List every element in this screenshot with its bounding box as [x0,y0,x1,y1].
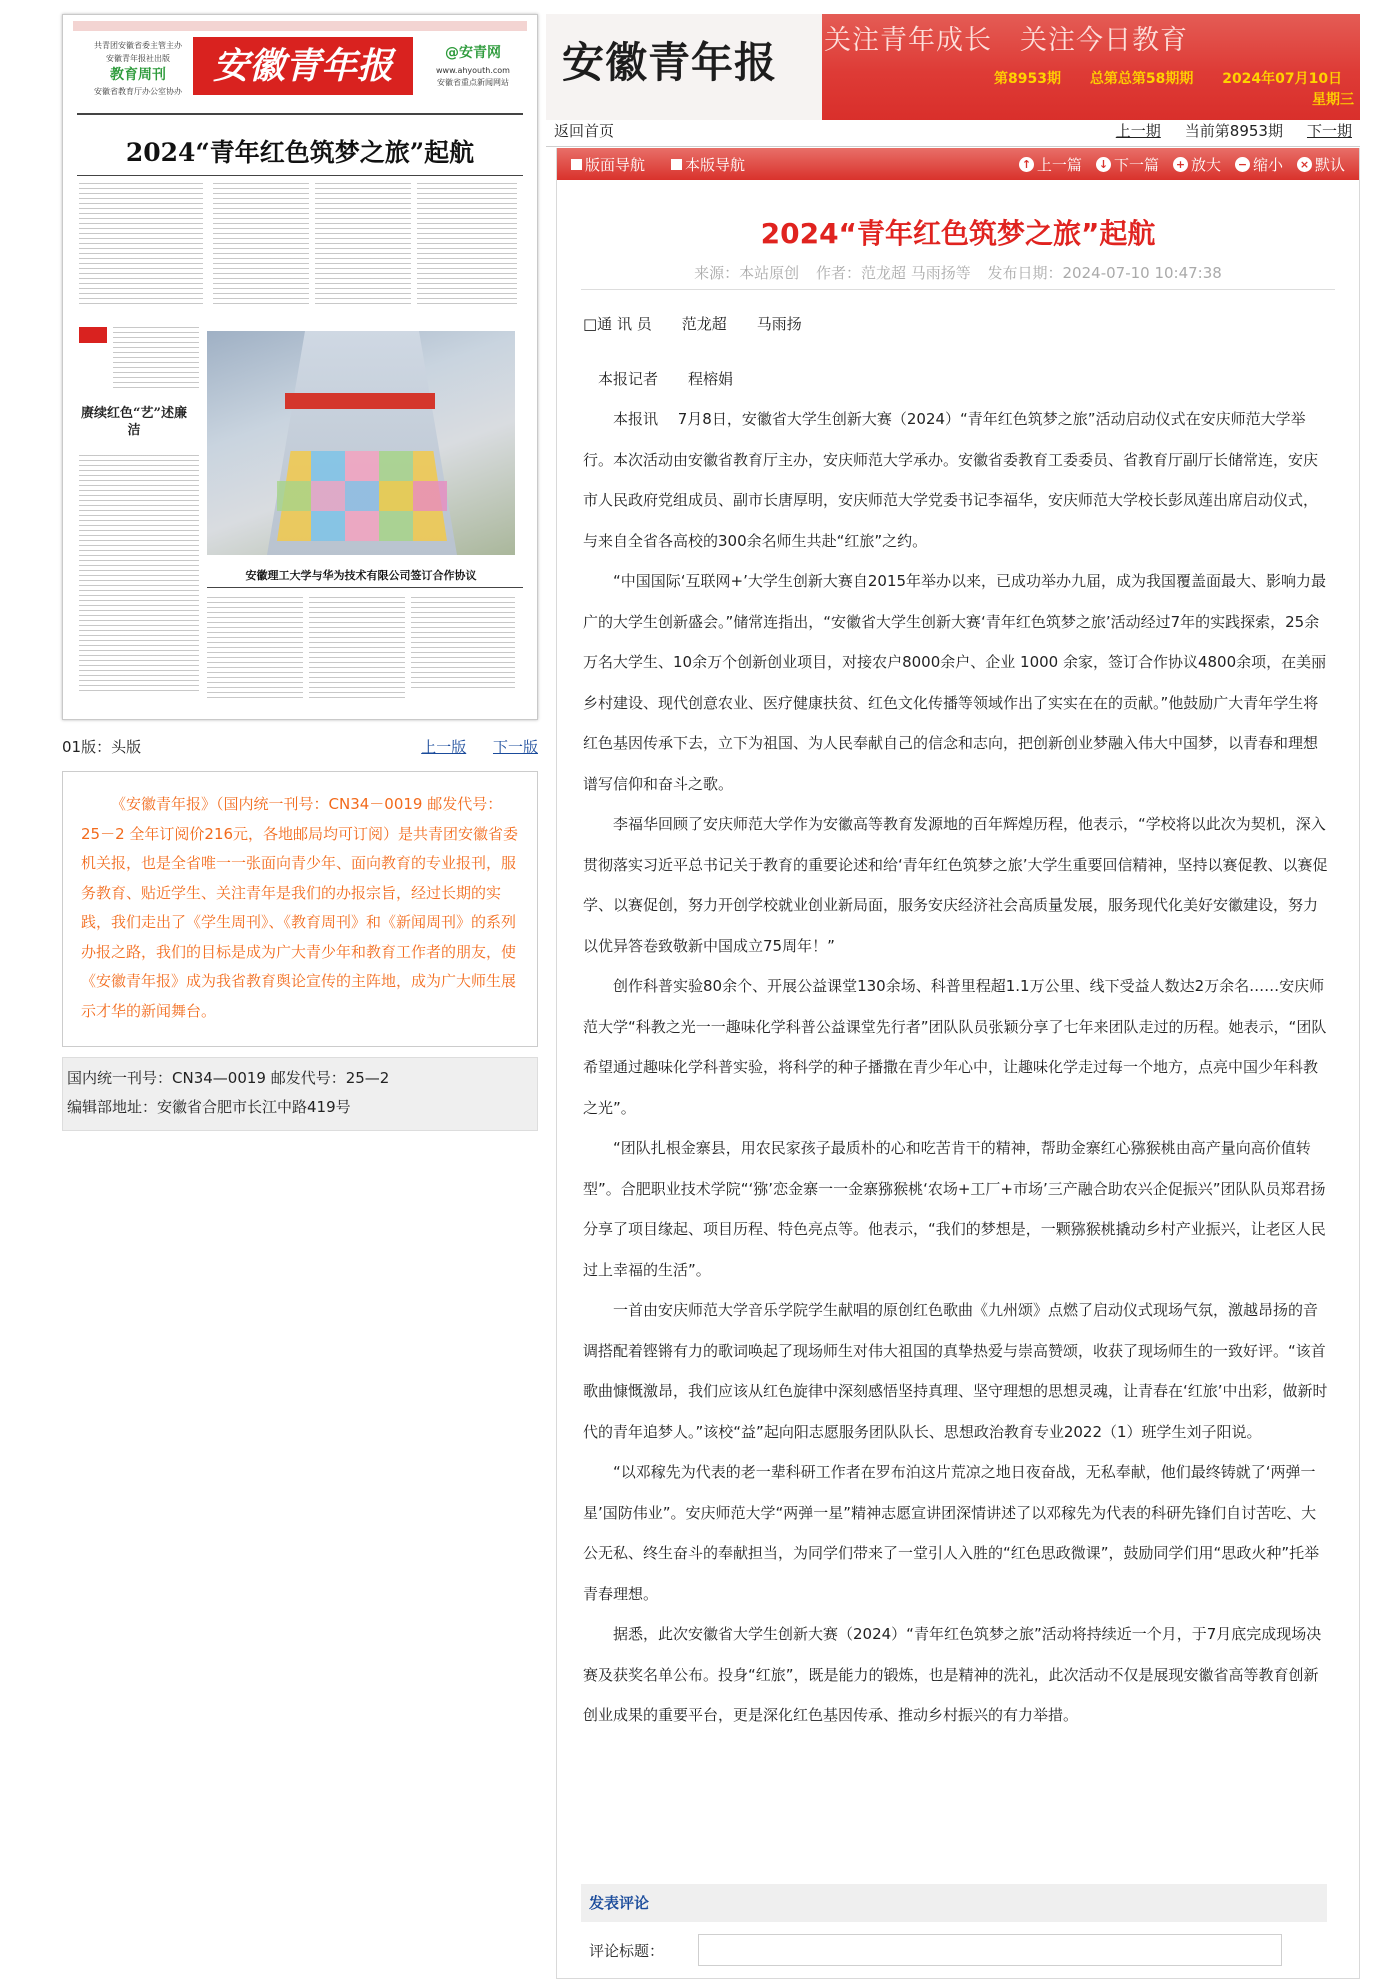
prev-issue-link[interactable]: 上一期 [1115,122,1161,140]
newspaper-info [62,1057,538,1131]
comment-title-input[interactable] [698,1934,1282,1966]
site-slogan: 关注青年成长 关注今日教育 [824,25,1188,56]
thumbnail-masthead-logo: 安徽青年报 [193,37,413,95]
thumbnail-text-column [113,327,199,391]
zoom-out-label: 缩小 [1252,156,1283,174]
thumbnail-web-url: www.ahyouth.com [436,66,510,75]
comment-title-row [581,1934,1327,1966]
current-page-label: 01版：头版 [62,738,142,756]
page-navigation [62,736,538,757]
thumbnail-masthead-left-line2: 安徽青年报社出版 [106,54,170,63]
prev-article-label: 上一篇 [1036,156,1082,174]
thumbnail-text-column [411,597,515,691]
thumbnail-text-column [79,183,203,307]
thumbnail-text-column [417,183,517,307]
comment-title-label: 评论标题： [589,1941,665,1960]
zoom-in-button[interactable] [1173,154,1221,175]
article-body [583,304,1329,1736]
issue-info [994,68,1366,88]
plus-icon: + [1173,157,1188,172]
publication-number: 国内统一刊号：CN34—0019 邮发代号：25—2 [67,1069,390,1087]
editorial-address: 编辑部地址：安徽省合肥市长江中路419号 [67,1098,351,1116]
issue-date: 2024年07月10日 [1222,71,1343,87]
photo-ground-grid [277,481,447,511]
current-issue-label: 当前第8953期 [1184,122,1283,140]
thumbnail-photo [207,331,515,555]
article-title: 2024“青年红色筑梦之旅”起航 [760,217,1156,250]
this-page-nav-label: 本版导航 [685,156,746,174]
thumbnail-rule-2 [77,175,523,176]
comment-heading: 发表评论 [581,1884,1327,1922]
page-nav-links [399,736,538,757]
next-article-label: 下一篇 [1113,156,1159,174]
home-link[interactable]: 返回首页 [554,122,615,140]
arrow-down-icon: ↓ [1096,157,1111,172]
next-article-button[interactable] [1096,154,1159,175]
thumbnail-headline: 2024“青年红色筑梦之旅”起航 [125,138,475,167]
thumbnail-masthead-left [83,39,193,98]
article-byline: □通 讯 员 范龙超 马雨扬 [583,315,802,333]
article-paragraph: “中国国际‘互联网+’大学生创新大赛自2015年举办以来，已成功举办九届，成为我国覆盖面最大、影响力最广的大学生创新盛会。”储常连指出，“安徽省大学生创新大赛‘青年红色筑梦之旅’活动经过7年的实践探索，25余万名大学生、10余万个创新创业项目，对接农户8000余户、企业 1000 余家，签订合作协议4800余项，在美丽乡村建设、现代创意农业、医疗健康扶贫、红色文化传播等领域作出了实实在在的贡献。”他鼓励广大青年学生将红色基因传承下去，立下为祖国、为人民奉献自己的信念和志向，把创新创业梦融入伟大中国梦，以青春和理想谱写信仰和奋斗之歌。 [583,572,1327,793]
thumbnail-masthead-left-line1: 共青团安徽省委主管主办 [94,41,182,50]
default-size-label: 默认 [1314,156,1345,174]
article-source: 来源：本站原创 [694,264,800,282]
page-nav-label: 版面导航 [585,156,646,174]
thumbnail-rule-3 [207,587,523,588]
article-paragraph: 创作科普实验80余个、开展公益课堂130余场、科普里程超1.1万公里、线下受益人数达2万余名……安庆师范大学“科教之光一一趣味化学科普公益课堂先行者”团队队员张颖分享了七年来团队走过的历程。她表示，“团队希望通过趣味化学科普实验，将科学的种子播撒在青少年心中，让趣味化学走过每一个地方，点亮中国少年科教之光”。 [583,977,1327,1117]
prev-article-button[interactable] [1019,154,1082,175]
issue-number: 第8953期 [994,71,1061,87]
thumbnail-text-column [79,455,199,695]
article-paragraph: 一首由安庆师范大学音乐学院学生献唱的原创红色歌曲《九州颂》点燃了启动仪式现场气氛，激越昂扬的音调搭配着铿锵有力的歌词唤起了现场师生对伟大祖国的真挚热爱与崇高赞颂，收获了现场师生的一致好评。“该首歌曲慷慨激昂，我们应该从红色旋律中深刻感悟坚持真理、坚守理想的思想灵魂，让青春在‘红旅’中出彩，做新时代的青年追梦人。”该校“益”起向阳志愿服务团队队长、思想政治教育专业2022（1）班学生刘子阳说。 [583,1301,1328,1441]
article-paragraph: “以邓稼先为代表的老一辈科研工作者在罗布泊这片荒凉之地日夜奋战，无私奉献，他们最终铸就了‘两弹一星’国防伟业”。安庆师范大学“两弹一星”精神志愿宣讲团深情讲述了以邓稼先为代表的科研先锋们自讨苦吃、大公无私、终生奋斗的奉献担当，为同学们带来了一堂引人入胜的“红色思政微课”，鼓励同学们用“思政火种”托举青春理想。 [583,1463,1320,1603]
arrow-up-icon: ↑ [1019,157,1034,172]
thumbnail-text-column [207,597,303,701]
article-paragraph: “团队扎根金寨县，用农民家孩子最质朴的心和吃苦肯干的精神，帮助金寨红心猕猴桃由高产量向高价值转型”。合肥职业技术学院“‘猕’恋金寨一一金寨猕猴桃‘农场+工厂+市场’三产融合助农兴企促振兴”团队队员郑君扬分享了项目缘起、项目历程、特色亮点等。他表示，“我们的梦想是，一颗猕猴桃撬动乡村产业振兴，让老区人民过上幸福的生活”。 [583,1139,1326,1279]
comment-section [581,1884,1327,1966]
photo-banner-shape [285,393,435,409]
zoom-out-button[interactable] [1235,154,1283,175]
newspaper-page-thumbnail[interactable] [62,14,538,720]
thumbnail-photo-caption: 安徽理工大学与华为技术有限公司签订合作协议 [245,569,477,582]
issue-nav-right [1116,120,1352,141]
thumbnail-weekly-label: 教育周刊 [110,67,166,83]
article-panel [556,148,1360,1979]
article-reporter: 本报记者 程榕娟 [598,369,734,388]
checkbox-icon [571,159,582,170]
zoom-in-label: 放大 [1190,156,1221,174]
default-size-button[interactable] [1297,154,1345,175]
total-issue-number: 总第总第58期期 [1089,71,1194,87]
thumbnail-section-tag [79,327,107,343]
thumbnail-text-column [315,183,411,307]
next-issue-link[interactable]: 下一期 [1306,122,1352,140]
issue-weekday: 星期三 [1312,92,1354,108]
this-page-nav-button[interactable] [671,154,745,175]
minus-icon: − [1235,157,1250,172]
thumbnail-top-strip [73,21,527,31]
site-logo[interactable] [546,14,822,120]
next-page-link[interactable]: 下一版 [492,738,538,756]
prev-page-link[interactable]: 上一版 [421,738,467,756]
article-published: 发布日期：2024-07-10 10:47:38 [987,264,1222,282]
toolbar-right [1019,154,1345,175]
thumbnail-text-column [213,183,309,307]
article-paragraph: 本报讯 7月8日，安徽省大学生创新大赛（2024）“青年红色筑梦之旅”活动启动仪式在安庆师范大学举行。本次活动由安徽省教育厅主办，安庆师范大学承办。安徽省委教育工委委员、省教育厅副厅长储常连，安庆市人民政府党组成员、副市长唐厚明，安庆师范大学党委书记李福华，安庆师范大学校长彭凤莲出席启动仪式，与来自全省各高校的300余名师生共赴“红旅”之约。 [583,410,1319,550]
article-author: 作者：范龙超 马雨扬等 [815,264,971,282]
newspaper-intro: 《安徽青年报》（国内统一刊号：CN34－0019 邮发代号：25－2 全年订阅价216元，各地邮局均可订阅）是共青团安徽省委机关报，也是全省唯一一张面向青少年、面向教育的专业报刊，服务教育、贴近学生、关注青年是我们的办报宗旨，经过长期的实践，我们走出了《学生周刊》、《教育周刊》和《新闻周刊》的系列办报之路，我们的目标是成为广大青少年和教育工作者的朋友，使《安徽青年报》成为我省教育舆论宣传的主阵地，成为广大师生展示才华的新闻舞台。 [62,771,538,1047]
site-logo-text: 安徽青年报 [562,38,778,87]
article-paragraph: 李福华回顾了安庆师范大学作为安徽高等教育发源地的百年辉煌历程，他表示，“学校将以此次为契机，深入贯彻落实习近平总书记关于教育的重要论述和给‘青年红色筑梦之旅’大学生重要回信精神，坚持以赛促教、以赛促学、以赛促创，努力开创学校就业创业新局面，服务安庆经济社会高质量发展，服务现代化美好安徽建设，努力以优异答卷致敬新中国成立75周年！” [583,815,1328,955]
thumbnail-text-column [309,597,405,701]
issue-navigation [546,116,1360,147]
checkbox-icon [671,159,682,170]
toolbar-left [571,154,745,175]
thumbnail-side-title: 赓续红色“艺”述廉洁 [81,406,187,438]
article-toolbar [557,148,1359,180]
thumbnail-masthead-left-sub: 安徽省教育厅办公室协办 [94,87,182,96]
thumbnail-masthead-right [423,41,523,89]
site-header [546,14,1360,120]
thumbnail-web-logo: @安青网 [445,45,501,61]
article-paragraph: 据悉，此次安徽省大学生创新大赛（2024）“青年红色筑梦之旅”活动将持续近一个月，于7月底完成现场决赛及获奖名单公布。投身“红旅”，既是能力的锻炼，也是精神的洗礼，此次活动不仅是展现安徽省高等教育创新创业成果的重要平台，更是深化红色基因传承、推动乡村振兴的有力举措。 [583,1625,1322,1724]
left-column [62,14,538,1131]
article-meta [581,262,1335,290]
thumbnail-rule [77,113,523,115]
reset-icon: × [1297,157,1312,172]
thumbnail-web-desc: 安徽省重点新闻网站 [437,78,509,87]
page-nav-button[interactable] [571,154,645,175]
